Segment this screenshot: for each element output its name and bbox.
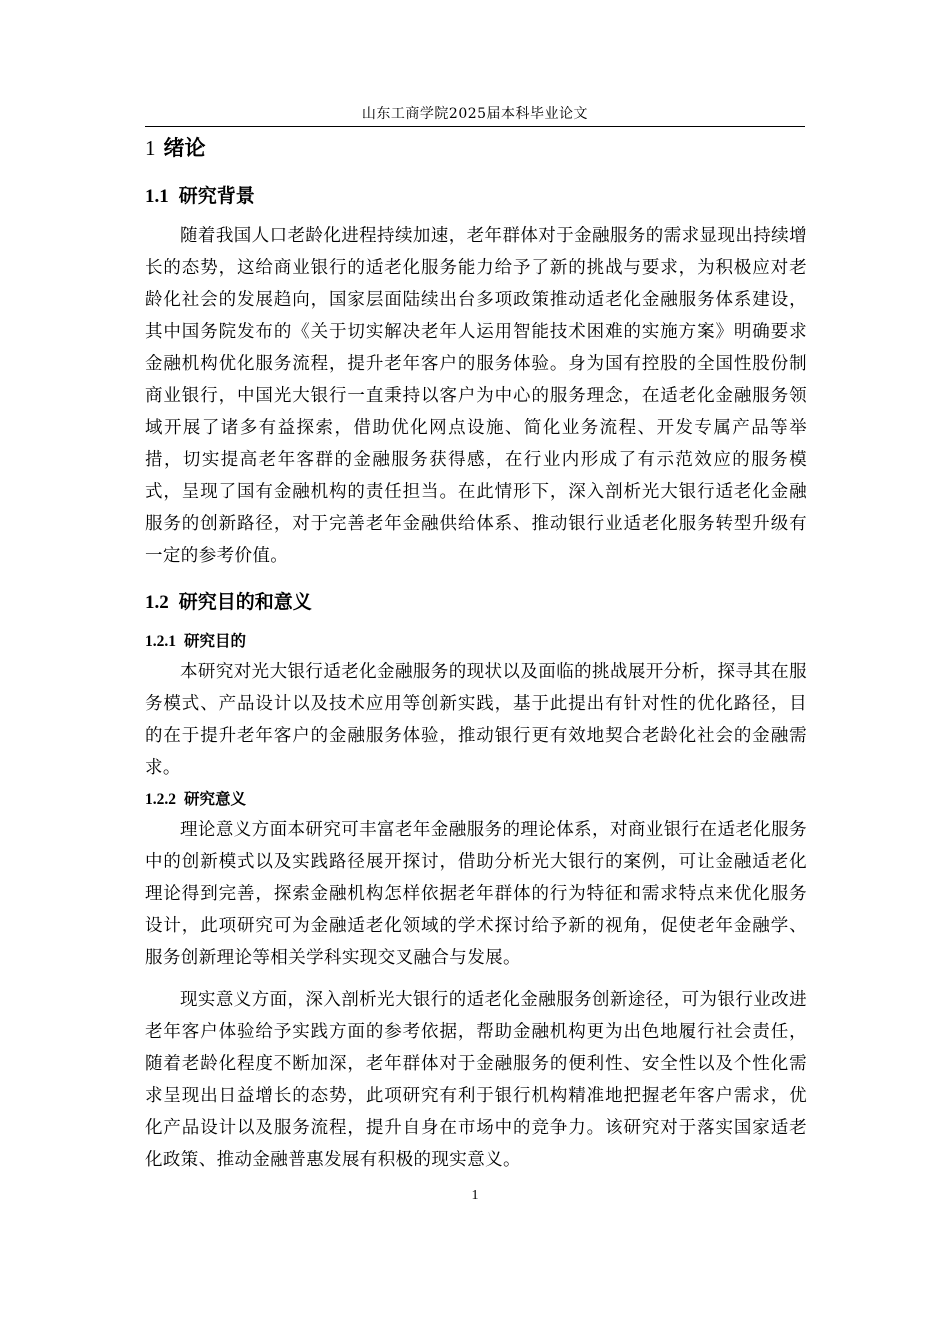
paragraph-practical-significance: 现实意义方面，深入剖析光大银行的适老化金融服务创新途径，可为银行业改进老年客户体验给予实践方面的参考依据，帮助金融机构更为出色地履行社会责任，随着老龄化程度不断加深，老年群体对于金融服务的便利性、安全性以及个性化需求呈现出日益增长的态势，此项研究有利于银行机构精准地把握老年客户需求，优化产品设计以及服务流程，提升自身在市场中的竞争力。该研究对于落实国家适老化政策、推动金融普惠发展有积极的现实意义。 — [145, 990, 807, 1170]
chapter-heading — [145, 130, 807, 166]
section-title: 研究目的和意义 — [178, 591, 312, 613]
section-heading-1-2 — [145, 584, 807, 620]
subsection-heading-1-2-1 — [145, 626, 807, 656]
chapter-number: 1 — [145, 136, 156, 160]
chapter-title: 绪论 — [163, 135, 206, 160]
paragraph-purpose: 本研究对光大银行适老化金融服务的现状以及面临的挑战展开分析，探寻其在服务模式、产品设计以及技术应用等创新实践，基于此提出有针对性的优化路径，目的在于提升老年客户的金融服务体验，推动银行更有效地契合老龄化社会的金融需求。 — [145, 662, 807, 778]
section-title: 研究背景 — [178, 185, 255, 207]
section-number: 1.1 — [145, 186, 169, 207]
subsection-title: 研究意义 — [184, 789, 247, 808]
subsection-number: 1.2.1 — [145, 633, 176, 650]
page-body — [145, 130, 807, 1176]
section-number: 1.2 — [145, 592, 169, 613]
paragraph-background: 随着我国人口老龄化进程持续加速，老年群体对于金融服务的需求显现出持续增长的态势，这给商业银行的适老化服务能力给予了新的挑战与要求，为积极应对老龄化社会的发展趋向，国家层面陆续出台多项政策推动适老化金融服务体系建设，其中国务院发布的《关于切实解决老年人运用智能技术困难的实施方案》明确要求金融机构优化服务流程，提升老年客户的服务体验。身为国有控股的全国性股份制商业银行，中国光大银行一直秉持以客户为中心的服务理念，在适老化金融服务领域开展了诸多有益探索，借助优化网点设施、简化业务流程、开发专属产品等举措，切实提高老年客群的金融服务获得感，在行业内形成了有示范效应的服务模式，呈现了国有金融机构的责任担当。在此情形下，深入剖析光大银行适老化金融服务的创新路径，对于完善老年金融供给体系、推动银行业适老化服务转型升级有一定的参考价值。 — [145, 226, 807, 566]
subsection-title: 研究目的 — [184, 631, 247, 650]
section-heading-1-1 — [145, 178, 807, 214]
subsection-number: 1.2.2 — [145, 791, 176, 808]
paragraph-theoretical-significance: 理论意义方面本研究可丰富老年金融服务的理论体系，对商业银行在适老化服务中的创新模式以及实践路径展开探讨，借助分析光大银行的案例，可让金融适老化理论得到完善，探索金融机构怎样依据老年群体的行为特征和需求特点来优化服务设计，此项研究可为金融适老化领域的学术探讨给予新的视角，促使老年金融学、服务创新理论等相关学科实现交叉融合与发展。 — [145, 820, 807, 968]
subsection-heading-1-2-2 — [145, 784, 807, 814]
running-header: 山东工商学院2025届本科毕业论文 — [145, 104, 805, 127]
page-number: 1 — [471, 1188, 479, 1203]
